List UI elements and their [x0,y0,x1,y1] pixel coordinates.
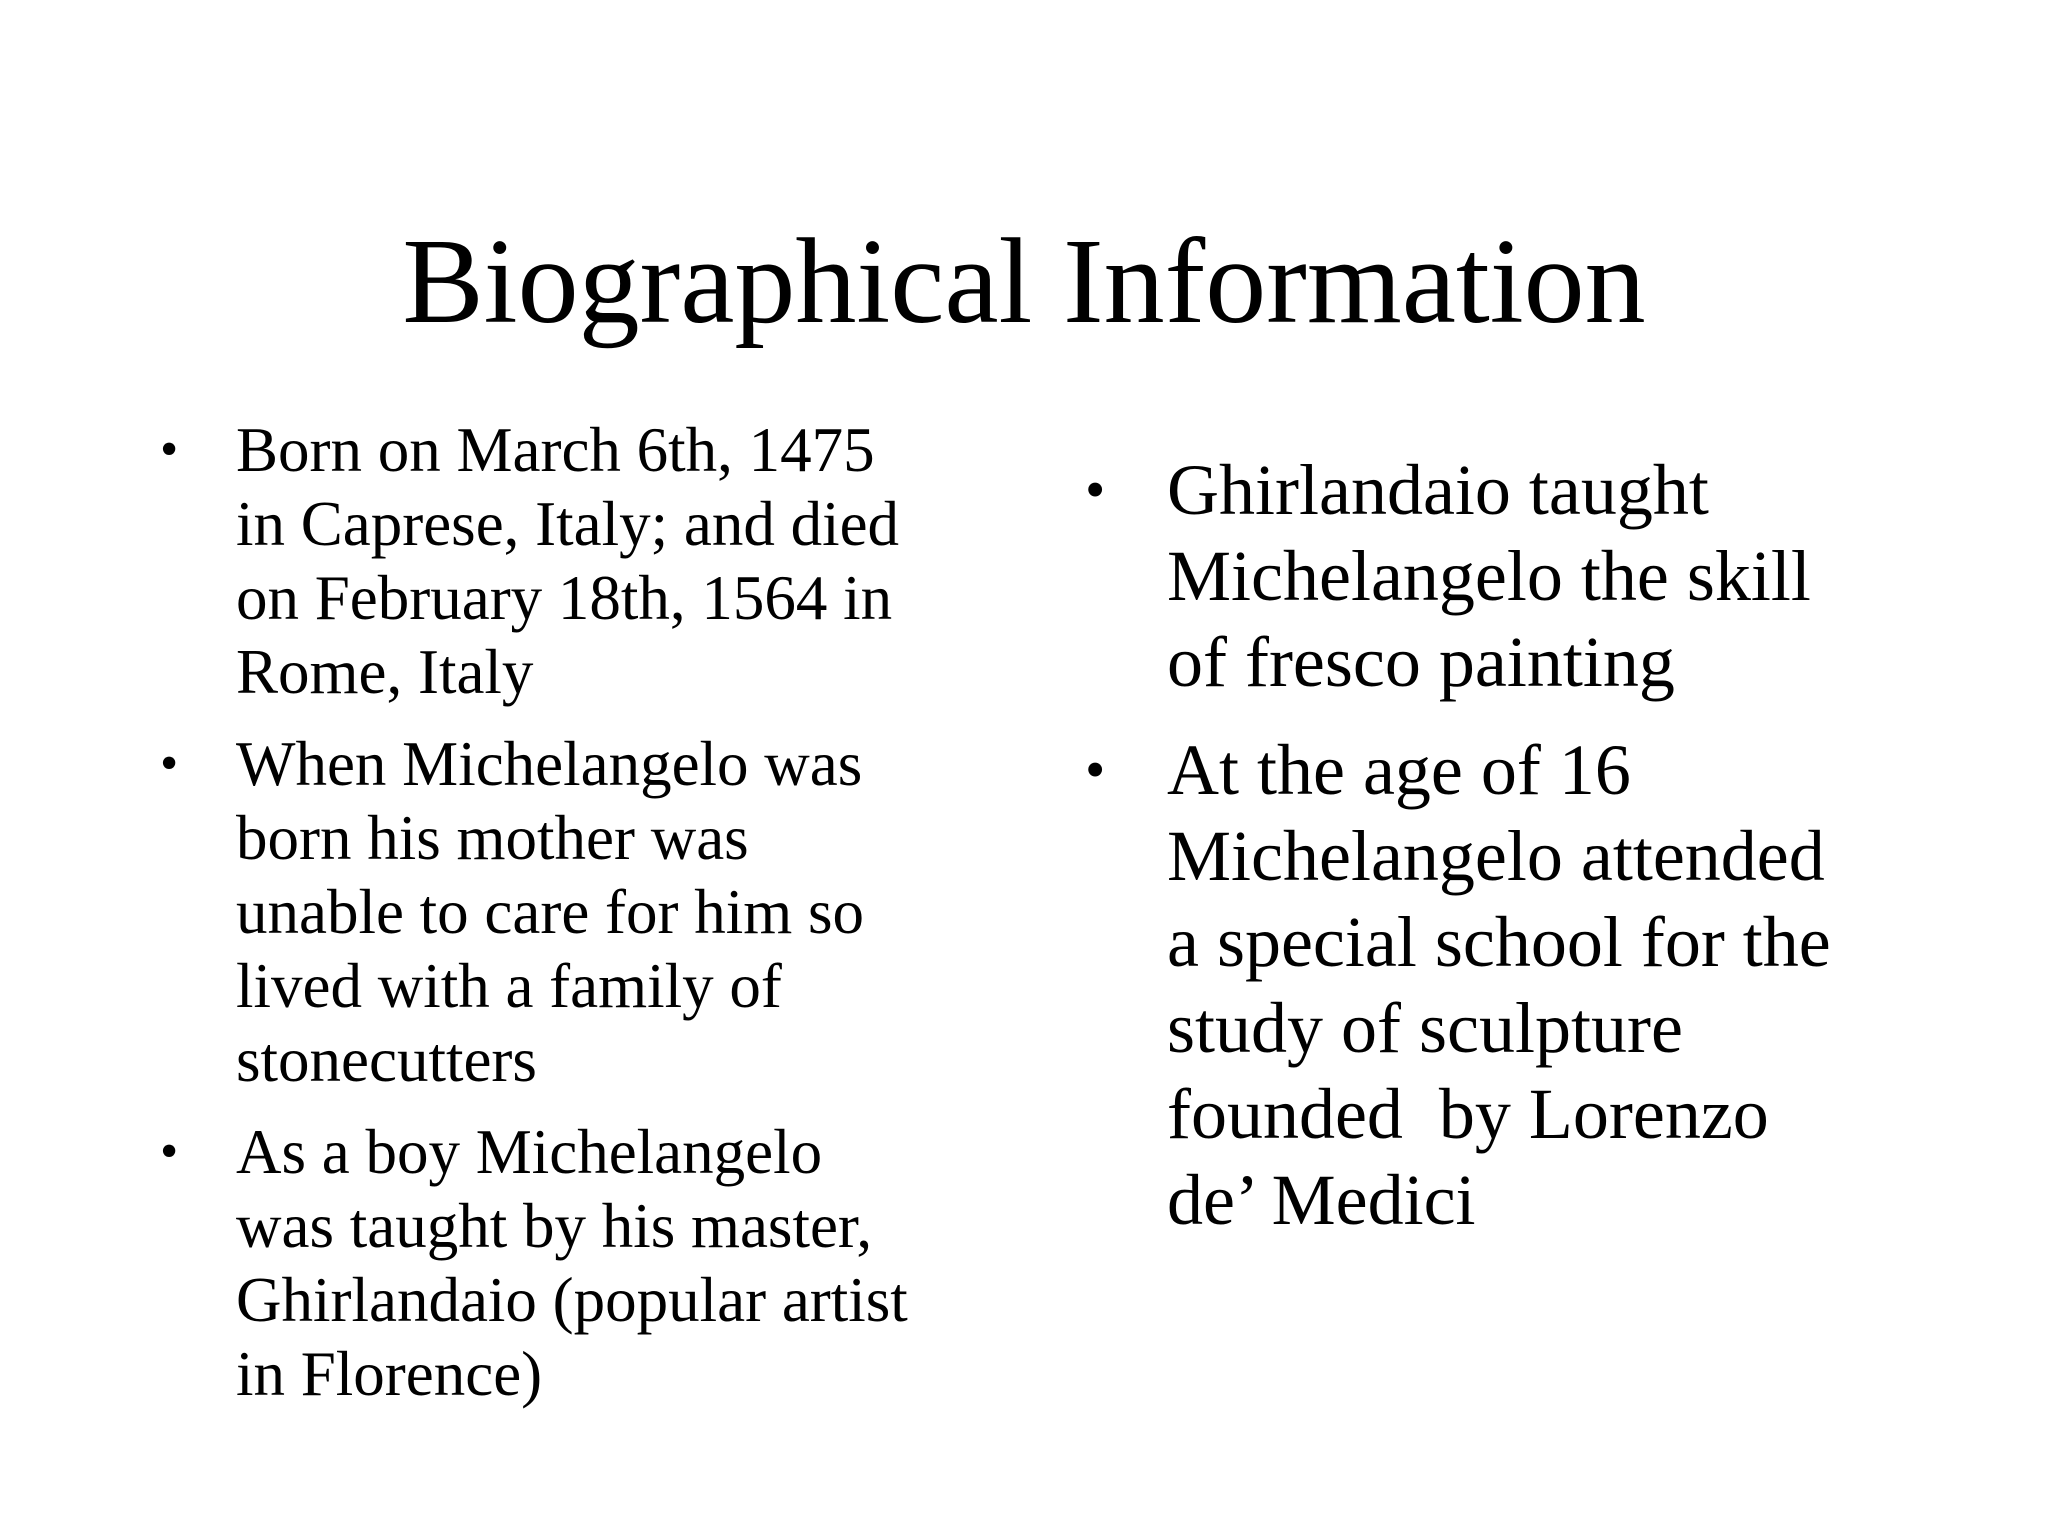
bullet-text-line: was taught by his master, [236,1191,873,1261]
bullet-text-line: Ghirlandaio (popular artist [236,1265,908,1335]
bullet-text-line: founded by Lorenzo [1167,1074,1769,1154]
bullet-text-line: As a boy Michelangelo [236,1117,823,1187]
bullet-text-line: When Michelangelo was [236,729,863,799]
list-item [1085,727,1945,1243]
slide-title: Biographical Information [402,214,1646,349]
list-item [160,413,1000,709]
bullet-text-line: lived with a family of [236,951,782,1021]
bullet-text-line: Born on March 6th, 1475 [236,415,875,485]
bullet-text-line: Michelangelo attended [1167,816,1825,896]
right-bullet-list [1085,447,1945,1265]
bullet-text-line: of fresco painting [1167,622,1675,702]
bullet-icon: • [160,735,179,792]
bullet-text-line: stonecutters [236,1025,537,1095]
bullet-icon: • [1085,737,1106,802]
left-bullet-list [160,413,1000,1429]
bullet-text-line: At the age of 16 [1167,730,1631,810]
bullet-icon: • [1085,457,1106,522]
bullet-text-line: in Caprese, Italy; and died [236,489,900,559]
bullet-text-line: Rome, Italy [236,637,534,707]
list-item [160,1115,1000,1411]
bullet-text-line: Michelangelo the skill [1167,536,1811,616]
bullet-text-line: on February 18th, 1564 in [236,563,893,633]
bullet-text-line: Ghirlandaio taught [1167,450,1709,530]
bullet-text-line: in Florence) [236,1339,543,1409]
bullet-text-line: study of sculpture [1167,988,1683,1068]
bullet-text-line: de’ Medici [1167,1160,1476,1240]
list-item [160,727,1000,1097]
list-item [1085,447,1945,705]
bullet-icon: • [160,1123,179,1180]
bullet-icon: • [160,421,179,478]
bullet-text-line: unable to care for him so [236,877,865,947]
bullet-text-line: a special school for the [1167,902,1831,982]
bullet-text-line: born his mother was [236,803,749,873]
